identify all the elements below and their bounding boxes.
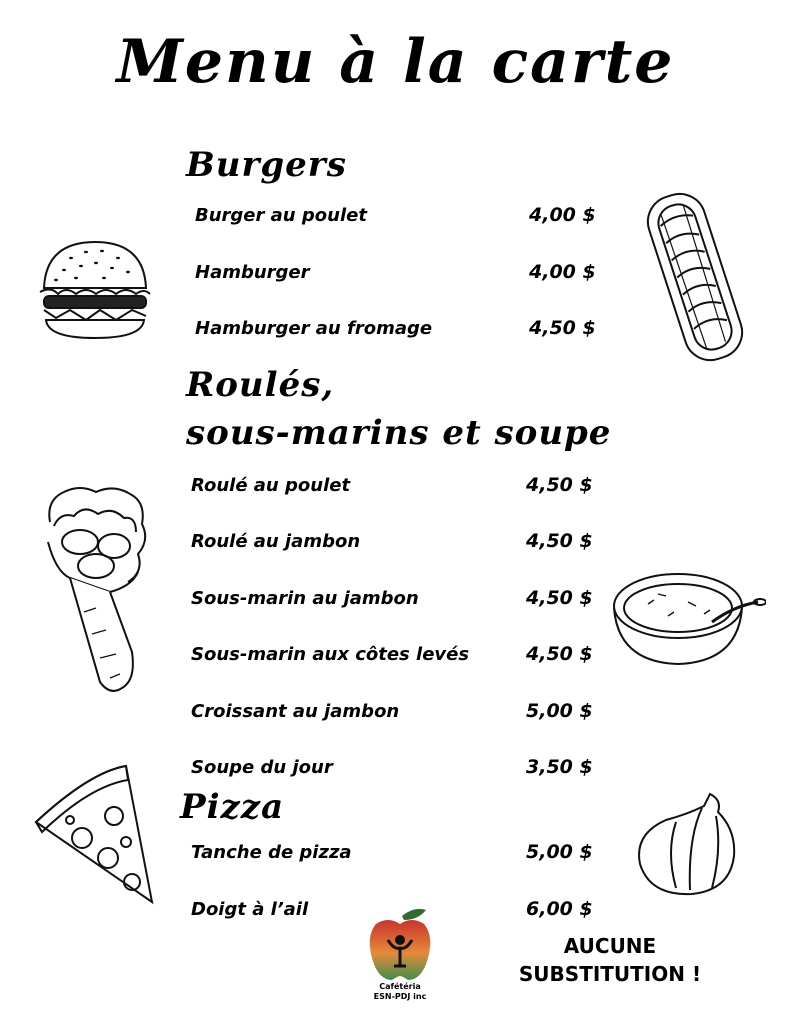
menu-item	[195, 313, 596, 343]
section-heading-burgers: Burgers	[186, 145, 347, 185]
item-price: 4,50 $	[526, 643, 593, 665]
item-name: Roulé au poulet	[191, 474, 351, 496]
item-price: 4,00 $	[529, 261, 596, 283]
item-price: 4,00 $	[529, 204, 596, 226]
wrap-illustration	[40, 482, 154, 700]
item-price: 4,50 $	[526, 530, 593, 552]
notice-line: AUCUNE	[563, 934, 657, 958]
no-substitution-notice	[510, 932, 710, 988]
item-price: 4,50 $	[529, 317, 596, 339]
menu-item	[191, 639, 593, 669]
item-name: Doigt à l’ail	[191, 898, 309, 920]
item-price: 4,50 $	[526, 587, 593, 609]
item-name: Hamburger au fromage	[195, 317, 433, 339]
sub-sandwich-illustration	[636, 188, 754, 366]
menu-item	[191, 470, 593, 500]
section-heading-pizza: Pizza	[180, 787, 285, 827]
item-price: 5,00 $	[526, 700, 593, 722]
logo-line: ESN-PDJ inc	[373, 992, 427, 1001]
item-name: Burger au poulet	[195, 204, 367, 226]
item-name: Sous-marin aux côtes levés	[191, 643, 470, 665]
menu-item	[191, 696, 593, 726]
item-price: 3,50 $	[526, 756, 593, 778]
item-name: Soupe du jour	[191, 756, 333, 778]
menu-item	[195, 200, 596, 230]
item-name: Roulé au jambon	[191, 530, 361, 552]
menu-item	[191, 837, 593, 867]
logo-line: Cafétéria	[379, 982, 421, 991]
item-price: 5,00 $	[526, 841, 593, 863]
item-name: Hamburger	[195, 261, 310, 283]
menu-item	[191, 752, 593, 782]
item-name: Sous-marin au jambon	[191, 587, 419, 609]
item-price: 4,50 $	[526, 474, 593, 496]
pizza-slice-illustration	[30, 762, 160, 908]
menu-item	[191, 894, 593, 924]
garlic-illustration	[632, 790, 742, 898]
cafeteria-logo	[368, 906, 432, 986]
menu-title: Menu à la carte	[116, 27, 675, 97]
logo-caption	[352, 982, 448, 1002]
notice-line: SUBSTITUTION !	[518, 962, 702, 986]
item-name: Croissant au jambon	[191, 700, 400, 722]
section-heading-wraps: Roulés,	[186, 365, 335, 405]
section-heading-wraps-line2: sous-marins et soupe	[186, 413, 612, 453]
burger-illustration	[36, 236, 154, 344]
item-name: Tanche de pizza	[191, 841, 352, 863]
menu-item	[195, 257, 596, 287]
soup-bowl-illustration	[608, 566, 766, 670]
menu-item	[191, 526, 593, 556]
item-price: 6,00 $	[526, 898, 593, 920]
menu-item	[191, 583, 593, 613]
